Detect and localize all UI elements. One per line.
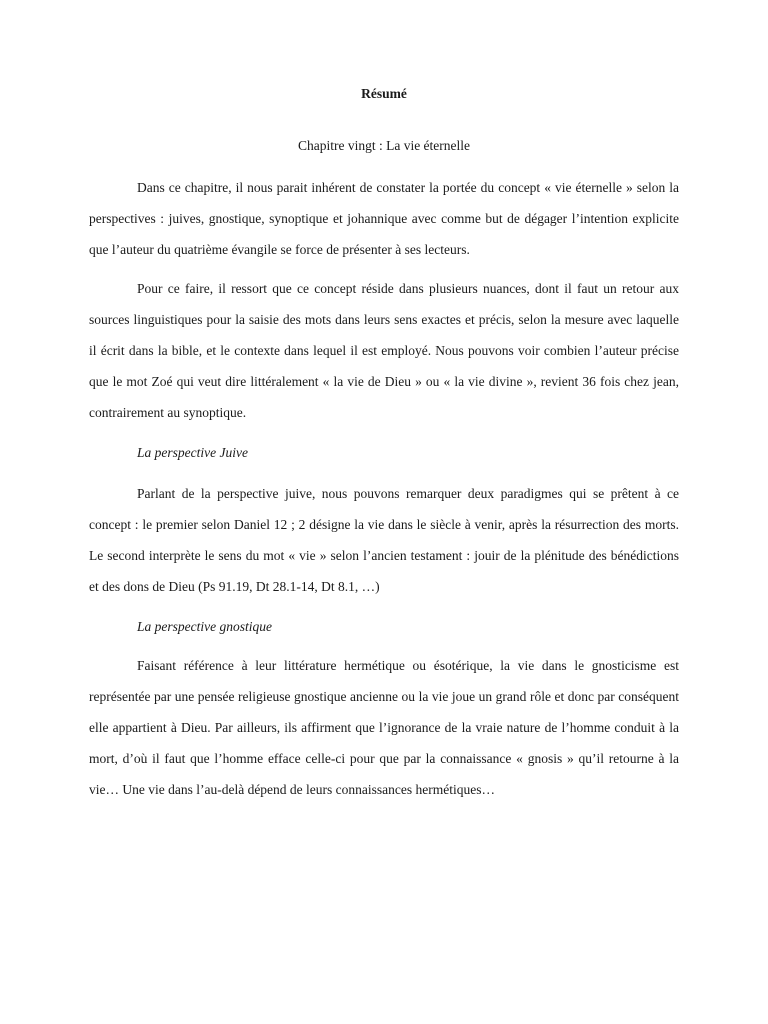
section-heading-text: La perspective Juive (137, 445, 248, 460)
section-heading-juive (89, 437, 679, 468)
section-heading-text: La perspective gnostique (137, 619, 272, 634)
paragraph-text: Faisant référence à leur littérature hermétique ou ésotérique, la vie dans le gnosticisme est représentée par une pensée religieuse gnostique ancienne ou la vie joue un grand rôle et donc par conséquent elle appartient à Dieu. Par ailleurs, ils affirment que l’ignorance de la vraie nature de l’homme conduit à la mort, d’où il faut que l’homme efface celle-ci pour que par la connaissance « gnosis » qu’il retourne à la vie… Une vie dans l’au-delà dépend de leurs connaissances hermétiques… (89, 658, 679, 797)
document-title: Résumé (361, 86, 407, 101)
paragraph-linguistic (89, 273, 679, 428)
paragraph-gnostique (89, 650, 679, 805)
paragraph-text: Parlant de la perspective juive, nous pouvons remarquer deux paradigmes qui se prêtent à ce concept : le premier selon Daniel 12 ; 2 désigne la vie dans le siècle à venir, après la résurrection des morts. Le second interprète le sens du mot « vie » selon l’ancien testament : jouir de la plénitude des bénédictions et des dons de Dieu (Ps 91.19, Dt 28.1-14, Dt 8.1, …) (89, 486, 679, 594)
paragraph-intro (89, 172, 679, 265)
paragraph-text: Pour ce faire, il ressort que ce concept réside dans plusieurs nuances, dont il faut un retour aux sources linguistiques pour la saisie des mots dans leurs sens exactes et précis, selon la mesure avec laquelle il écrit dans la bible, et le contexte dans lequel il est employé. Nous pouvons voir combien l’auteur précise que le mot Zoé qui veut dire littéralement « la vie de Dieu » ou « la vie divine », revient 36 fois chez jean, contrairement au synoptique. (89, 281, 679, 420)
chapter-heading: Chapitre vingt : La vie éternelle (297, 138, 471, 153)
paragraph-juive (89, 478, 679, 602)
paragraph-text: Dans ce chapitre, il nous parait inhérent de constater la portée du concept « vie éternelle » selon la perspectives : juives, gnostique, synoptique et johannique avec comme but de dégager l’intention explicite que l’auteur du quatrième évangile se force de présenter à ses lecteurs. (89, 180, 679, 257)
section-heading-gnostique (89, 611, 679, 642)
